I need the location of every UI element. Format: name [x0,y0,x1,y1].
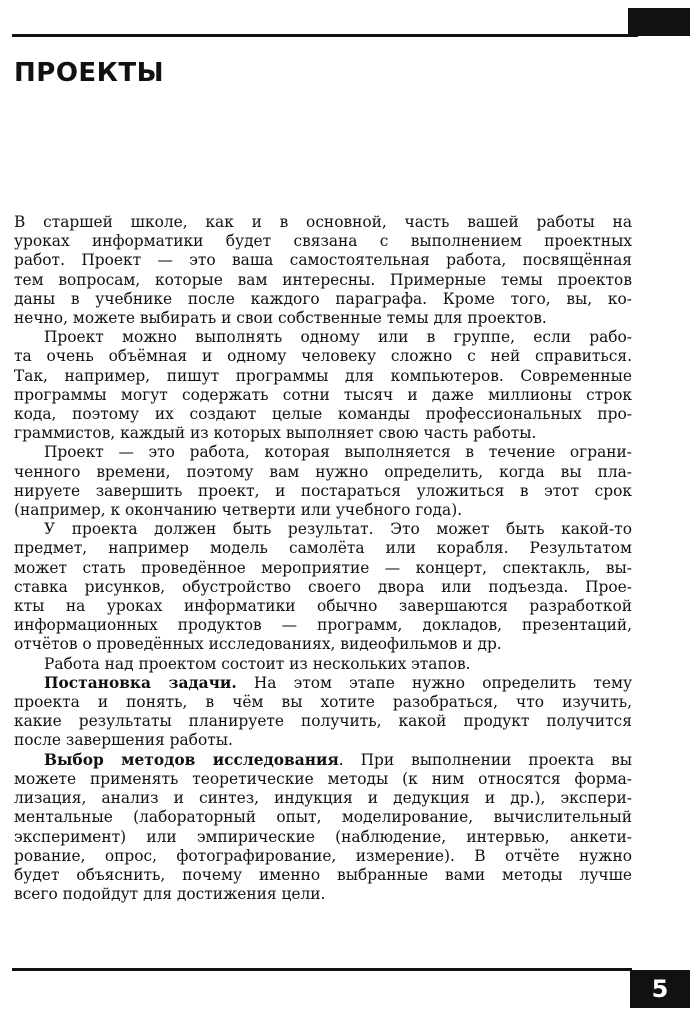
paragraph-line: эксперимент) или эмпирические (наблюдение, интервью, анкети- [14,827,632,846]
paragraph-line: лизация, анализ и синтез, индукция и дедукция и др.), экспери- [14,789,632,808]
header-rule [12,34,638,37]
paragraph-line: программы могут содержать сотни тысяч и даже миллионы строк [14,385,632,404]
paragraph-line: можете применять теоретические методы (к ним относятся форма- [14,769,632,788]
paragraph-line: кты на уроках информатики обычно завершаются разработкой [14,597,632,616]
paragraph-text: На этом этапе нужно определить тему [236,673,632,692]
paragraph-line [14,751,632,770]
paragraph-text: . При выполнении проекта вы [338,750,632,769]
paragraph-line: нируете завершить проект, и постараться уложиться в этот срок [14,481,632,500]
paragraph-line: отчётов о проведённых исследованиях, видеофильмов и др. [14,635,502,654]
paragraph-line: уроках информатики будет связана с выполнением проектных [14,232,632,251]
paragraph-line: тем вопросам, которые вам интересны. Примерные темы проектов [14,270,632,289]
stage-heading-task: Постановка задачи. [44,673,237,692]
paragraph-line: нечно, можете выбирать и свои собственные темы для проектов. [14,309,547,328]
paragraph-line: работ. Проект — это ваша самостоятельная работа, посвящённая [14,251,632,270]
paragraph-line: ментальные (лабораторный опыт, моделирование, вычислительный [14,808,632,827]
page-number: 5 [630,970,690,1008]
paragraph-line: Так, например, пишут программы для компьютеров. Современные [14,366,632,385]
paragraph-line: граммистов, каждый из которых выполняет свою часть работы. [14,424,537,443]
paragraph-line: Проект — это работа, которая выполняется в течение ограни- [44,443,632,462]
paragraph-line: ставка рисунков, обустройство своего двора или подъезда. Прое- [14,577,632,596]
paragraph-line: может стать проведённое мероприятие — концерт, спектакль, вы- [14,558,632,577]
paragraph-line: У проекта должен быть результат. Это может быть какой-то [44,520,632,539]
paragraph-line: будет объяснить, почему именно выбранные вами методы лучше [14,865,632,884]
header-corner-block [628,8,690,36]
paragraph-line: ченного времени, поэтому вам нужно определить, когда вы пла- [14,462,632,481]
paragraph-line: Проект можно выполнять одному или в группе, если рабо- [44,328,632,347]
paragraph-line: после завершения работы. [14,731,233,750]
paragraph-line: та очень объёмная и одному человеку сложно с ней справиться. [14,347,632,366]
paragraph-line: проекта и понять, в чём вы хотите разобраться, что изучить, [14,693,632,712]
paragraph-line: какие результаты планируете получить, какой продукт получится [14,712,632,731]
paragraph-line [14,674,632,693]
paragraph-line: информационных продуктов — программ, докладов, презентаций, [14,616,632,635]
paragraph-line: В старшей школе, как и в основной, часть вашей работы на [14,213,632,231]
paragraph-line: рование, опрос, фотографирование, измерение). В отчёте нужно [14,846,632,865]
paragraph-line: (например, к окончанию четверти или учебного года). [14,501,463,520]
stage-heading-methods: Выбор методов исследования [44,750,339,769]
paragraph-line: кода, поэтому их создают целые команды профессиональных про- [14,405,632,424]
paragraph-line: предмет, например модель самолёта или корабля. Результатом [14,539,632,558]
paragraph-line: даны в учебнике после каждого параграфа. Кроме того, вы, ко- [14,289,632,308]
page-title: ПРОЕКТЫ [14,58,165,88]
paragraph-line: Работа над проектом состоит из нескольких этапов. [44,654,471,673]
body-text [14,213,632,904]
footer-rule [12,968,632,971]
paragraph-line: всего подойдут для достижения цели. [14,885,326,904]
